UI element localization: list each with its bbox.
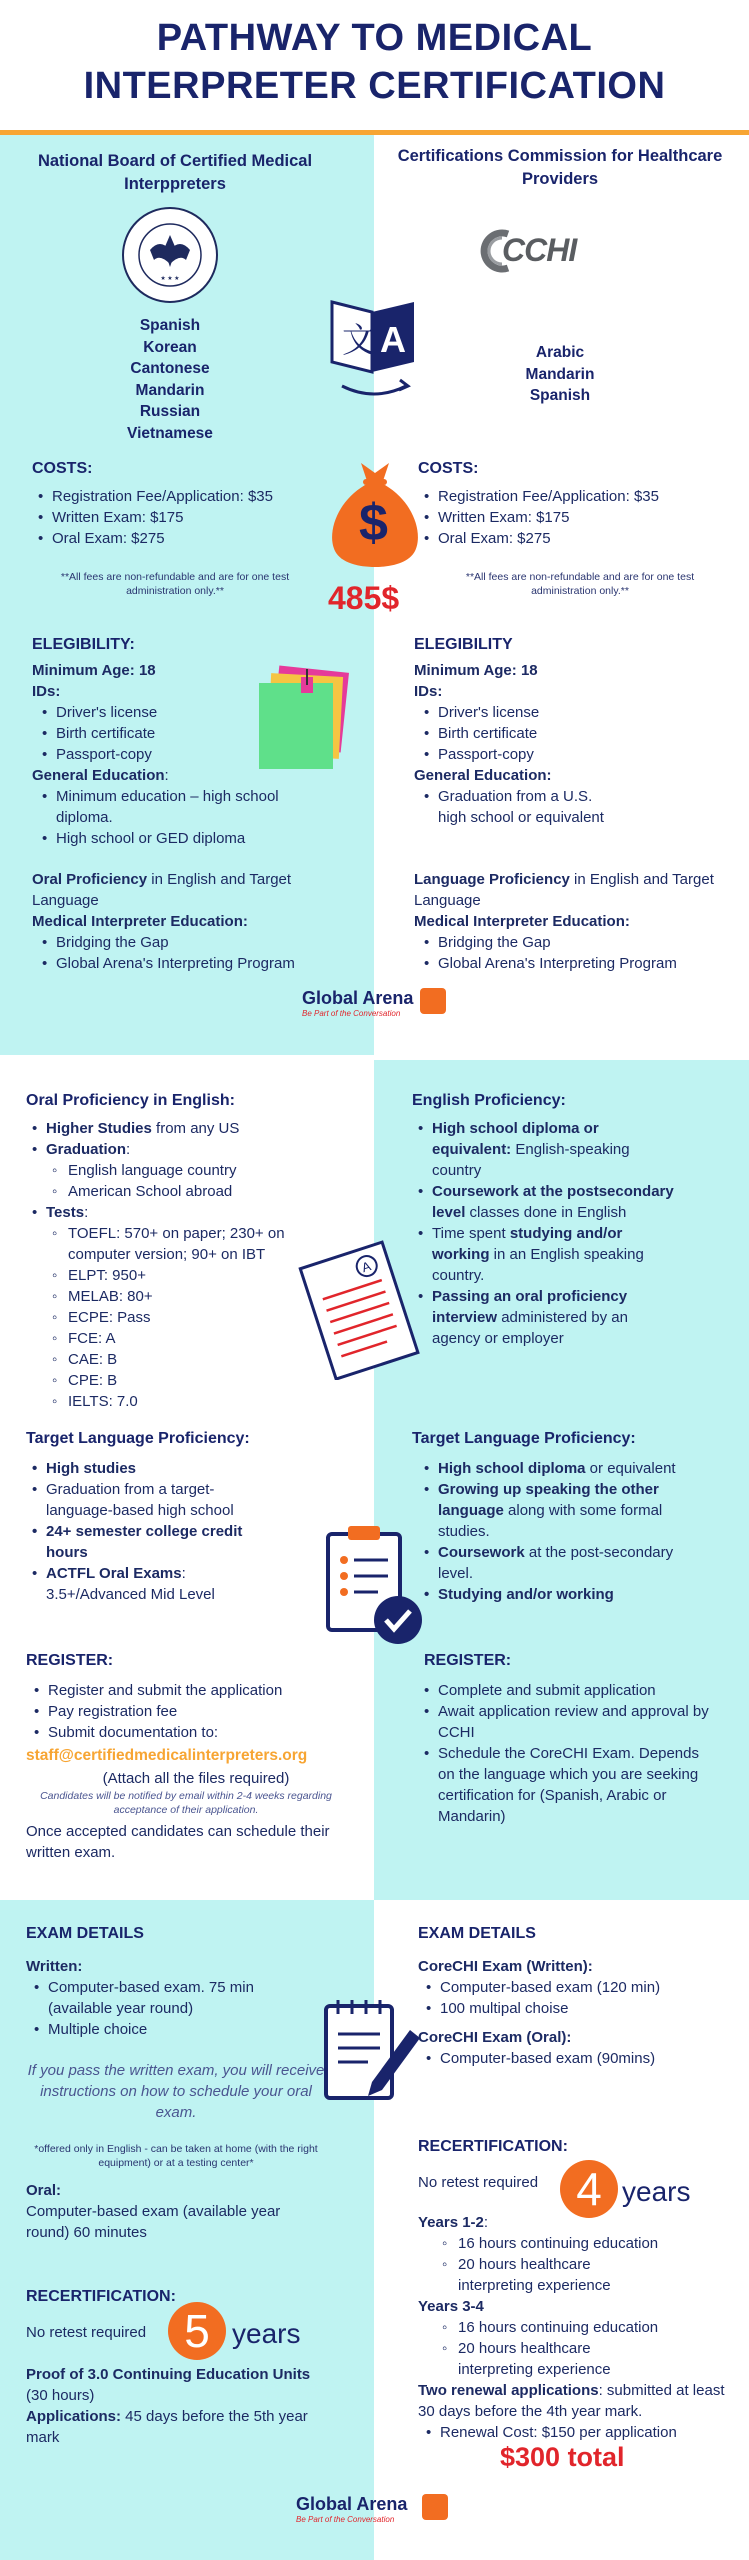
eng-item: • High school diploma or equivalent: English-speaking country — [414, 1118, 674, 1181]
nbcmi-seal-icon — [120, 205, 220, 305]
oral-english-body — [28, 1118, 318, 1412]
english-proficiency-heading: English Proficiency: — [412, 1092, 566, 1109]
language-item: Mandarin — [525, 365, 595, 383]
mie-item: • Global Arena's Interpreting Program — [420, 953, 724, 974]
graduation-item: • Graduation: — [28, 1139, 318, 1160]
written-item: • Computer-based exam (120 min) — [422, 1977, 728, 1998]
speech-bubble-icon — [420, 988, 446, 1014]
language-item: Spanish — [529, 387, 591, 404]
tests-item: • Tests: — [28, 1202, 318, 1223]
min-age: Minimum Age: 18 — [414, 662, 538, 679]
english-proficiency-list — [414, 1118, 674, 1349]
language-item: Vietnamese — [127, 424, 213, 442]
tlp-heading-right: Target Language Proficiency: — [412, 1430, 636, 1447]
costs-heading-right: COSTS: — [418, 460, 479, 477]
five-badge: 5 — [168, 2302, 226, 2360]
graduation-sub: ◦ English language country — [28, 1160, 318, 1181]
notify-note: Candidates will be notified by email within 2-4 weeks regarding acceptance of their application. — [40, 1790, 332, 1816]
written-item: • Computer-based exam. 75 min (available year round) — [30, 1977, 290, 2019]
mie-label: Medical Interpreter Education: — [32, 913, 248, 930]
cchi-languages — [480, 342, 640, 407]
gen-ed-item: • High school or GED diploma — [38, 828, 318, 849]
tlp-item: • Graduation from a target-language-based high school — [28, 1479, 258, 1521]
language-item: Spanish — [139, 317, 201, 334]
cchi-org-name: Certifications Commission for Healthcare Providers — [397, 147, 723, 188]
written-item: • Multiple choice — [30, 2019, 290, 2040]
costs-list-right — [420, 486, 720, 549]
oral-proficiency-line: Oral Proficiency in English and Target Language — [32, 871, 292, 909]
id-item: • Birth certificate — [38, 723, 332, 744]
svg-text:A: A — [359, 1258, 373, 1276]
test-item: ◦ ELPT: 950+ — [28, 1265, 318, 1286]
costs-note-left: **All fees are non-refundable and are for one test administration only.** — [60, 571, 290, 597]
test-item: ◦ FCE: A — [28, 1328, 318, 1349]
written-item: • 100 multipal choise — [422, 1998, 728, 2019]
year-item: ◦ 16 hours continuing education — [418, 2317, 736, 2338]
costs-note-right: **All fees are non-refundable and are for one test administration only.** — [465, 571, 695, 597]
checklist-clipboard-icon — [318, 1520, 428, 1650]
tlp-item: • 24+ semester college credit hours — [28, 1521, 268, 1563]
eng-item: • Coursework at the postsecondary level classes done in English — [414, 1181, 674, 1223]
year-item: ◦ 20 hours healthcare interpreting experience — [418, 2338, 668, 2380]
gen-ed-item: • Minimum education – high school diploma. — [38, 786, 318, 828]
register-item: • Pay registration fee — [30, 1701, 366, 1722]
eng-item: • Time spent studying and/or working in an English speaking country. — [414, 1223, 674, 1286]
year-item: ◦ 20 hours healthcare interpreting experience — [418, 2254, 668, 2296]
id-item: • Birth certificate — [420, 723, 724, 744]
register-item: • Complete and submit application — [420, 1680, 710, 1701]
after-accept-text: Once accepted candidates can schedule their written exam. — [26, 1823, 330, 1861]
money-bag-icon — [325, 455, 425, 575]
register-item: • Register and submit the application — [30, 1680, 366, 1701]
exam-heading-left: EXAM DETAILS — [26, 1925, 144, 1942]
tlp-item: • High studies — [28, 1458, 288, 1479]
oral-label: Oral: — [26, 2182, 62, 2199]
ids-label: IDs: — [32, 683, 61, 700]
cchi-logo-text: CCHI — [502, 232, 577, 268]
cost-item: • Written Exam: $175 — [34, 507, 324, 528]
test-item: ◦ CPE: B — [28, 1370, 318, 1391]
graduation-sub: ◦ American School abroad — [28, 1181, 318, 1202]
register-left — [26, 1680, 366, 1863]
proof-line: Proof of 3.0 Continuing Education Units (30 hours) — [26, 2366, 311, 2404]
svg-text:A: A — [380, 319, 406, 360]
tlp-item: • Growing up speaking the other language along with some formal studies. — [420, 1479, 690, 1542]
exam-right — [418, 1956, 728, 2069]
title-line-1: PATHWAY TO MEDICAL — [156, 17, 593, 59]
eligibility-heading-left: ELEGIBILITY: — [32, 636, 135, 653]
no-retest-right: No retest required — [418, 2174, 539, 2191]
recert-right-body — [418, 2212, 736, 2443]
register-item: • Schedule the CoreCHI Exam. Depends on the language which you are seeking certification for (Spanish, Arabic or Mandarin) — [420, 1743, 710, 1827]
mie-item: • Global Arena's Interpreting Program — [38, 953, 332, 974]
years-label-left: years — [232, 2318, 301, 2349]
gen-ed-label: General Education: — [32, 767, 169, 784]
logo-tagline: Be Part of the Conversation — [302, 1009, 401, 1018]
cost-item: • Oral Exam: $275 — [420, 528, 720, 549]
global-arena-logo — [302, 988, 452, 1028]
tlp-list-left — [28, 1458, 288, 1605]
id-item: • Passport-copy — [38, 744, 332, 765]
test-item: ◦ ECPE: Pass — [28, 1307, 318, 1328]
cost-item: • Oral Exam: $275 — [34, 528, 324, 549]
register-item: • Await application review and approval by CCHI — [420, 1701, 710, 1743]
language-item: Mandarin — [135, 381, 205, 399]
oral-exam — [26, 2180, 296, 2243]
pass-note: If you pass the written exam, you will receive instructions on how to schedule your oral exam. — [27, 2062, 325, 2121]
id-item: • Driver's license — [38, 702, 332, 723]
register-heading-left: REGISTER: — [26, 1652, 114, 1669]
register-right — [420, 1680, 710, 1827]
no-retest-left: No retest required — [26, 2324, 147, 2341]
language-item: Arabic — [535, 344, 585, 361]
corechi-oral-label: CoreCHI Exam (Oral): — [418, 2029, 572, 2046]
id-item: • Passport-copy — [420, 744, 724, 765]
graded-paper-icon — [296, 1240, 426, 1380]
language-item: Cantonese — [130, 360, 210, 377]
renewal-cost: • Renewal Cost: $150 per application — [422, 2422, 736, 2443]
test-item: ◦ TOEFL: 570+ on paper; 230+ on computer version; 90+ on IBT — [28, 1223, 288, 1265]
nbcmi-languages — [75, 315, 265, 444]
recert-heading-right: RECERTIFICATION: — [418, 2138, 568, 2155]
global-arena-logo-bottom — [296, 2494, 456, 2534]
title-line-2: INTERPRETER CERTIFICATION — [83, 65, 666, 107]
year-item: ◦ 16 hours continuing education — [418, 2233, 736, 2254]
costs-list-left — [34, 486, 324, 549]
written-label: Written: — [26, 1958, 83, 1975]
logo-name: Global Arena — [302, 988, 414, 1008]
tlp-item: • High school diploma or equivalent — [420, 1458, 690, 1479]
attach-note: (Attach all the files required) — [102, 1770, 290, 1787]
total-cost-right: $300 total — [500, 2442, 625, 2472]
id-item: • Driver's license — [420, 702, 724, 723]
years-1-2: Years 1-2: — [418, 2214, 489, 2231]
eligibility-heading-right: ELEGIBILITY — [414, 636, 513, 653]
speech-bubble-icon — [422, 2494, 448, 2520]
costs-total-left: 485$ — [328, 580, 400, 616]
cost-item: • Registration Fee/Application: $35 — [420, 486, 720, 507]
cost-item: • Written Exam: $175 — [420, 507, 720, 528]
dollar-sign: $ — [359, 494, 388, 552]
renewal-line: Two renewal applications: submitted at least 30 days before the 4th year mark. — [418, 2382, 725, 2420]
test-item: ◦ CAE: B — [28, 1349, 318, 1370]
eng-item: • Passing an oral proficiency interview administered by an agency or employer — [414, 1286, 674, 1349]
tlp-list-right — [420, 1458, 690, 1605]
gen-ed-item: • Graduation from a U.S. high school or equivalent — [420, 786, 620, 828]
offered-note: *offered only in English - can be taken at home (with the right equipment) or at a testing center* — [34, 2143, 318, 2169]
nbcmi-org-name: National Board of Certified Medical Interppreters — [37, 152, 313, 193]
translate-icon — [312, 290, 436, 402]
nbcmi-email-link[interactable]: staff@certifiedmedicalinterpreters.org — [26, 1747, 308, 1764]
ids-label: IDs: — [414, 683, 443, 700]
exam-left — [26, 1956, 326, 2040]
exam-heading-right: EXAM DETAILS — [418, 1925, 536, 1942]
years-3-4: Years 3-4 — [418, 2298, 484, 2315]
oral-english-heading: Oral Proficiency in English: — [26, 1092, 235, 1109]
oral-text: Computer-based exam (available year round) 60 minutes — [26, 2203, 281, 2241]
test-item: ◦ MELAB: 80+ — [28, 1286, 318, 1307]
tlp-item: • Studying and/or working — [420, 1584, 690, 1605]
tlp-heading-left: Target Language Proficiency: — [26, 1430, 250, 1447]
svg-text:文: 文 — [342, 321, 376, 361]
recert-left-body — [26, 2364, 316, 2448]
costs-heading-left: COSTS: — [32, 460, 93, 477]
min-age: Minimum Age: 18 — [32, 662, 156, 679]
higher-studies-item: • Higher Studies from any US — [28, 1118, 318, 1139]
applications-line: Applications: 45 days before the 5th year mark — [26, 2408, 308, 2446]
page-title — [0, 14, 749, 110]
test-item: ◦ IELTS: 7.0 — [28, 1391, 318, 1412]
svg-text:★ ★ ★: ★ ★ ★ — [160, 276, 180, 282]
mie-item: • Bridging the Gap — [420, 932, 724, 953]
language-proficiency-line: Language Proficiency in English and Target Language — [414, 871, 714, 909]
years-label-right: years — [622, 2176, 691, 2207]
logo-name: Global Arena — [296, 2494, 408, 2514]
documents-icon — [255, 665, 355, 775]
cost-item: • Registration Fee/Application: $35 — [34, 486, 324, 507]
cchi-logo — [480, 228, 600, 274]
writing-pad-icon — [314, 1990, 424, 2120]
language-item: Russian — [139, 403, 201, 420]
tlp-item: • ACTFL Oral Exams: 3.5+/Advanced Mid Level — [28, 1563, 288, 1605]
oral-item: • Computer-based exam (90mins) — [422, 2048, 728, 2069]
register-heading-right: REGISTER: — [424, 1652, 512, 1669]
mie-item: • Bridging the Gap — [38, 932, 332, 953]
register-item: • Submit documentation to: — [30, 1722, 366, 1743]
four-badge: 4 — [560, 2160, 618, 2218]
recert-heading-left: RECERTIFICATION: — [26, 2288, 176, 2305]
logo-tagline: Be Part of the Conversation — [296, 2515, 395, 2524]
corechi-written-label: CoreCHI Exam (Written): — [418, 1958, 593, 1975]
tlp-item: • Coursework at the post-secondary level. — [420, 1542, 690, 1584]
gen-ed-label: General Education: — [414, 767, 552, 784]
mie-label: Medical Interpreter Education: — [414, 913, 630, 930]
language-item: Korean — [143, 338, 197, 356]
eligibility-right — [414, 660, 724, 974]
